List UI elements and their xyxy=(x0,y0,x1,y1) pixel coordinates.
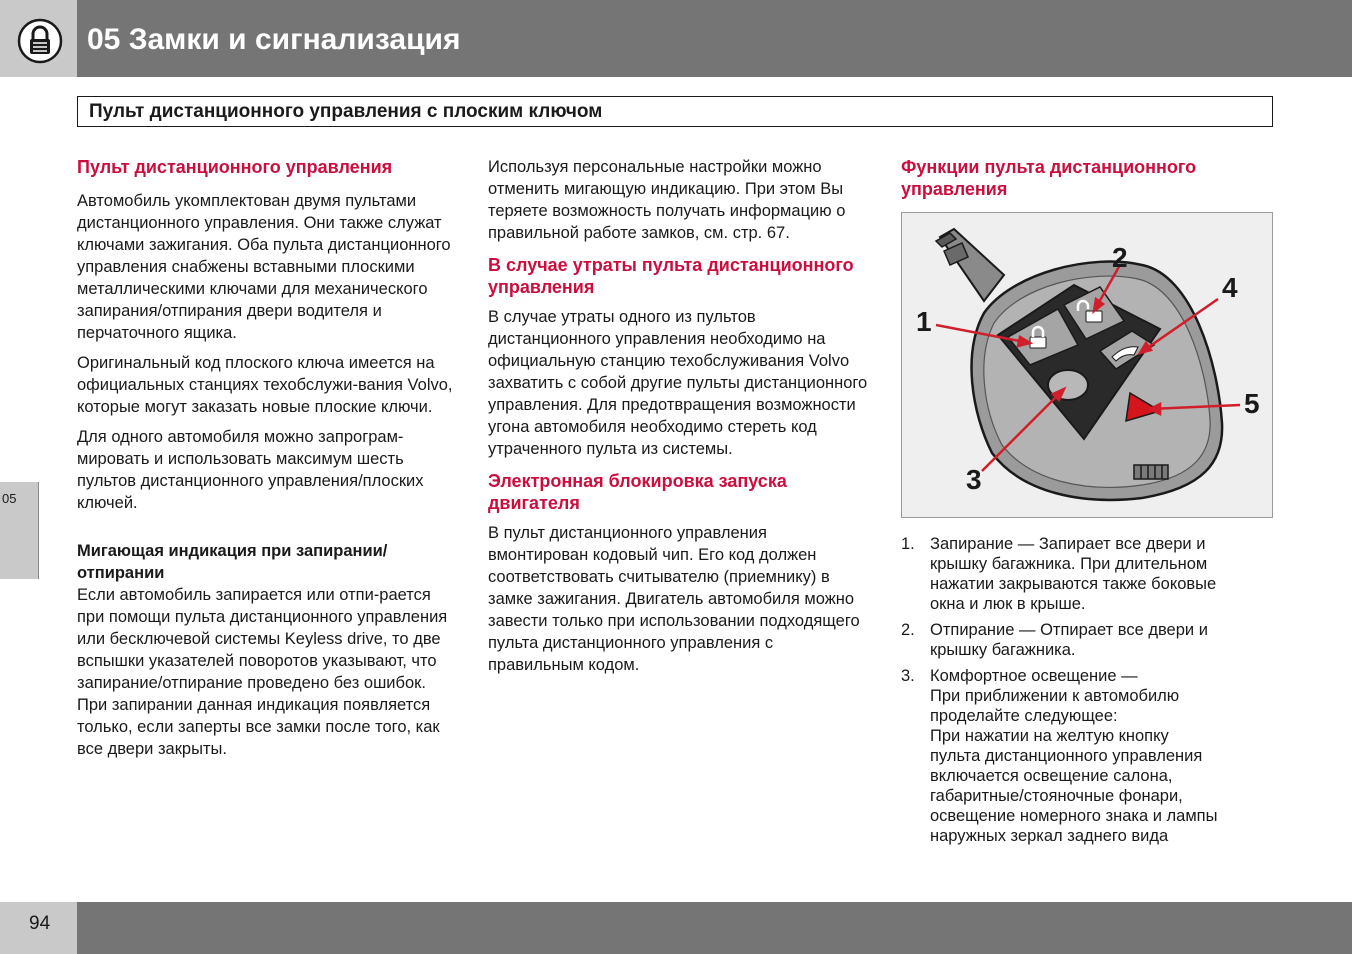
key-blade xyxy=(936,229,1004,301)
lock-icon xyxy=(17,18,63,64)
paragraph: Для одного автомобиля можно запрограм-мировать и использовать максимум шесть пультов дистанционного управления/плоских ключей. xyxy=(77,428,424,512)
paragraph: Если автомобиль запирается или отпи-рается при помощи пульта дистанционного управления или бесключевой системы Keyless drive, то две вспышки указателей поворотов указывают, что запирание/отпирание проведено без ошибок. При запирании данная индикация появляется только, если заперты все замки после того, как все двери закрыты. xyxy=(77,586,448,758)
remote-key-illustration xyxy=(902,213,1272,517)
paragraph: Используя персональные настройки можно отменить мигающую индикацию. При этом Вы теряете возможность получать информацию о правильной работе замков, см. стр. 67. xyxy=(488,158,846,242)
list-item: 3. Комфортное освещение — При приближении к автомобилю проделайте следующее: При нажатии на желтую кнопку пульта дистанционного управления включается освещение салона, габаритные/стояночные фонари, освещение номерного знака и лампы наружных зеркал заднего вида xyxy=(901,667,1218,845)
label-3: 3 xyxy=(966,464,982,495)
paragraph: В случае утраты одного из пультов дистанционного управления необходимо на официальную станцию техобслуживания Volvo захватить с собой другие пульты дистанционного управления. Для предотвращения возможности угона автомобиля необходимо стереть код утраченного пульта из системы. xyxy=(488,308,868,458)
heading-lost-remote: В случае утраты пульта дистанционного управления xyxy=(488,255,854,297)
page-number: 94 xyxy=(29,913,51,934)
remote-key-figure xyxy=(901,212,1273,518)
list-item: 1. Запирание — Запирает все двери и крышку багажника. При длительном нажатии закрываются также боковые окна и люк в крыше. xyxy=(901,535,1217,613)
paragraph: Автомобиль укомплектован двумя пультами дистанционного управления. Они также служат ключами зажигания. Оба пульта дистанционного управления снабжены вставными плоскими металлическими ключами для механического запирания/отпирания двери водителя и перчаточного ящика. xyxy=(77,192,451,342)
column-3 xyxy=(901,156,1281,852)
subheading-blink-indication: Мигающая индикация при запирании/отпирании xyxy=(77,542,388,582)
section-title: Пульт дистанционного управления с плоским ключом xyxy=(89,101,603,122)
function-list xyxy=(901,534,1281,846)
label-5: 5 xyxy=(1244,388,1260,419)
list-item: 2. Отпирание — Отпирает все двери и крышку багажника. xyxy=(901,621,1208,659)
label-4: 4 xyxy=(1222,272,1238,303)
column-1 xyxy=(77,156,457,768)
chapter-side-tab-label: 05 xyxy=(2,491,17,506)
label-1: 1 xyxy=(916,306,932,337)
footer-bar xyxy=(77,902,1352,954)
heading-immobilizer: Электронная блокировка запуска двигателя xyxy=(488,471,787,513)
column-2 xyxy=(488,156,868,684)
heading-remote-functions: Функции пульта дистанционного управления xyxy=(901,157,1197,199)
label-2: 2 xyxy=(1112,242,1128,273)
chapter-title: 05 Замки и сигнализация xyxy=(87,23,461,56)
heading-remote-control: Пульт дистанционного управления xyxy=(77,157,393,177)
paragraph: В пульт дистанционного управления вмонтирован кодовый чип. Его код должен соответствовать считывателю (приемнику) в замке зажигания. Двигатель автомобиля можно завести только при использовании подходящего пульта дистанционного управления с правильным кодом. xyxy=(488,524,860,674)
paragraph: Оригинальный код плоского ключа имеется на официальных станциях техобслужи-вания Volvo, которые могут заказать новые плоские ключи. xyxy=(77,354,453,416)
remote-grille xyxy=(1134,465,1168,479)
